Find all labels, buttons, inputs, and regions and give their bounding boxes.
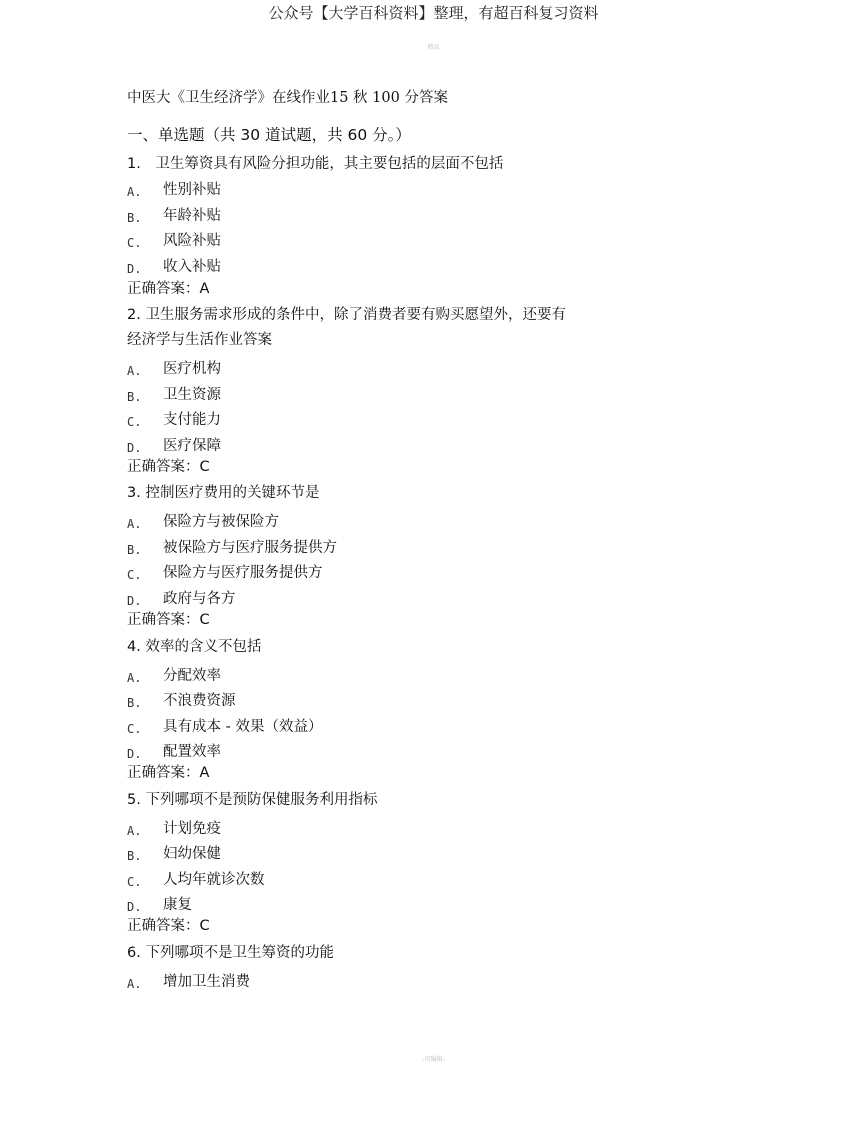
option-text: 保险方与医疗服务提供方 xyxy=(163,565,323,581)
option-text: 性别补贴 xyxy=(163,182,221,198)
option-text: 人均年就诊次数 xyxy=(163,872,265,888)
option-letter: D. xyxy=(127,747,142,761)
question-text: 经济学与生活作业答案 xyxy=(127,332,272,348)
option-letter: B. xyxy=(127,543,142,557)
option-letter: A. xyxy=(127,185,142,199)
watermark-top: 精品 xyxy=(427,44,440,51)
option-text: 支付能力 xyxy=(163,412,221,428)
correct-answer: 正确答案：C xyxy=(127,459,210,475)
option-text: 卫生资源 xyxy=(163,387,221,403)
option-letter: B. xyxy=(127,849,142,863)
option-letter: A. xyxy=(127,517,142,531)
option-text: 保险方与被保险方 xyxy=(163,514,279,530)
option-letter: A. xyxy=(127,364,142,378)
question-text: 4. 效率的含义不包括 xyxy=(127,639,262,655)
option-text: 康复 xyxy=(163,897,192,913)
correct-answer: 正确答案：C xyxy=(127,918,210,934)
option-text: 具有成本 - 效果（效益） xyxy=(163,719,323,735)
option-letter: C. xyxy=(127,236,142,250)
question-text: 2. 卫生服务需求形成的条件中，除了消费者要有购买愿望外，还要有 xyxy=(127,307,566,323)
option-text: 不浪费资源 xyxy=(163,693,236,709)
section-heading: 一、单选题（共 30 道试题，共 60 分。） xyxy=(127,126,411,144)
option-letter: C. xyxy=(127,568,142,582)
option-text: 收入补贴 xyxy=(163,259,221,275)
footer-watermark: -可编辑- xyxy=(422,1056,445,1063)
option-letter: D. xyxy=(127,594,142,608)
option-text: 医疗保障 xyxy=(163,438,221,454)
document-title: 中医大《卫生经济学》在线作业15 秋 100 分答案 xyxy=(127,90,448,106)
option-letter: D. xyxy=(127,262,142,276)
option-letter: A. xyxy=(127,824,142,838)
option-letter: D. xyxy=(127,441,142,455)
question-text: 5. 下列哪项不是预防保健服务利用指标 xyxy=(127,792,378,808)
option-text: 年龄补贴 xyxy=(163,208,221,224)
question-text: 3. 控制医疗费用的关键环节是 xyxy=(127,485,320,501)
correct-answer: 正确答案：A xyxy=(127,281,210,297)
option-text: 妇幼保健 xyxy=(163,846,221,862)
option-letter: D. xyxy=(127,900,142,914)
option-text: 配置效率 xyxy=(163,744,221,760)
option-text: 医疗机构 xyxy=(163,361,221,377)
page-header: 公众号【大学百科资料】整理，有超百科复习资料 xyxy=(268,4,599,22)
option-letter: A. xyxy=(127,977,142,991)
correct-answer: 正确答案：A xyxy=(127,765,210,781)
option-letter: A. xyxy=(127,671,142,685)
question-text: 1. 卫生筹资具有风险分担功能，其主要包括的层面不包括 xyxy=(127,156,504,172)
option-text: 增加卫生消费 xyxy=(163,974,250,990)
question-text: 6. 下列哪项不是卫生筹资的功能 xyxy=(127,945,334,961)
option-text: 风险补贴 xyxy=(163,233,221,249)
option-text: 计划免疫 xyxy=(163,821,221,837)
option-letter: C. xyxy=(127,415,142,429)
option-letter: C. xyxy=(127,722,142,736)
correct-answer: 正确答案：C xyxy=(127,612,210,628)
option-text: 分配效率 xyxy=(163,668,221,684)
option-letter: B. xyxy=(127,696,142,710)
option-text: 政府与各方 xyxy=(163,591,236,607)
option-letter: B. xyxy=(127,211,142,225)
option-letter: C. xyxy=(127,875,142,889)
option-text: 被保险方与医疗服务提供方 xyxy=(163,540,337,556)
option-letter: B. xyxy=(127,390,142,404)
